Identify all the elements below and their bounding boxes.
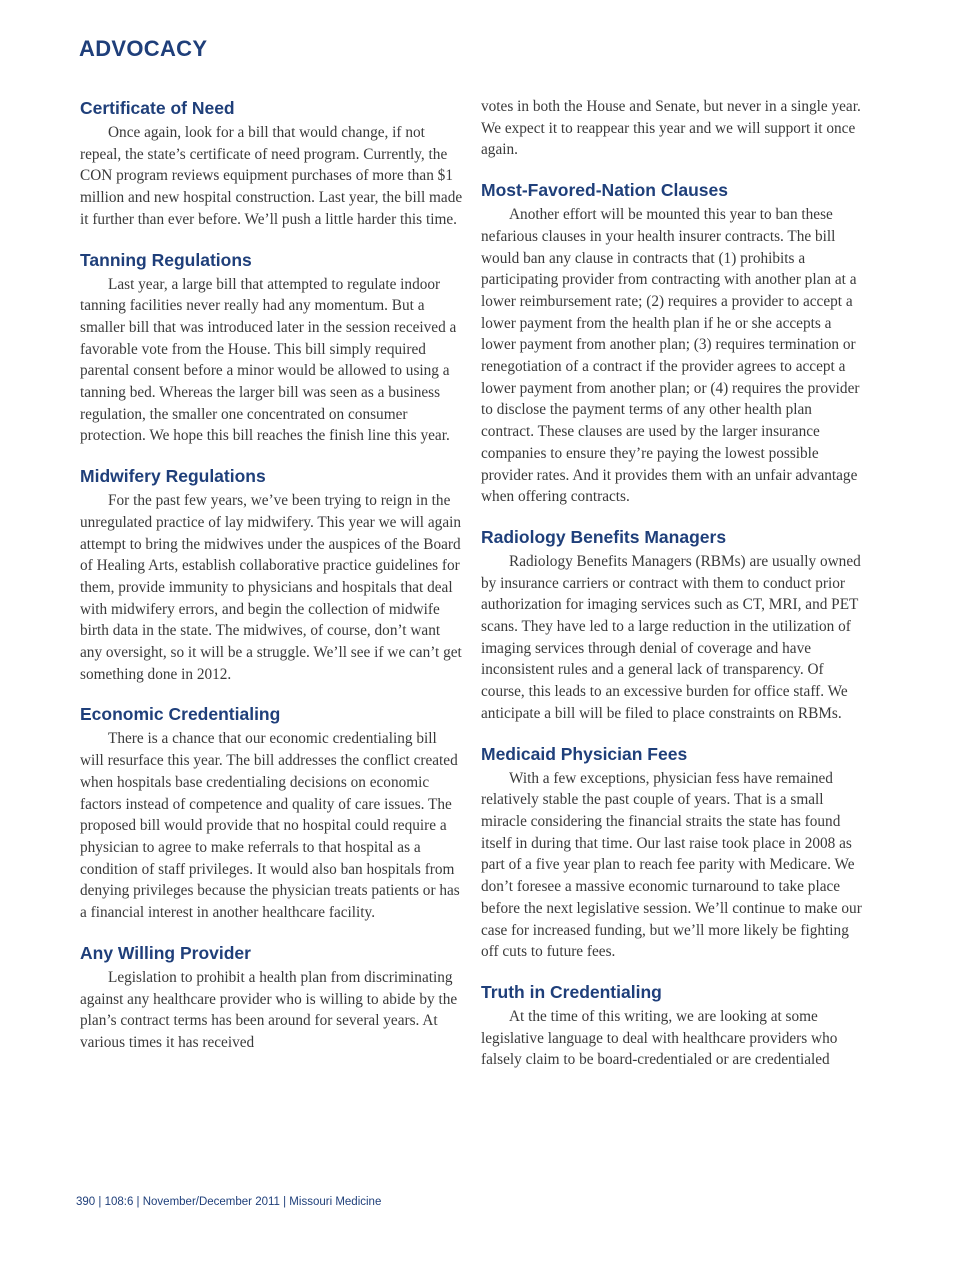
right-column: [481, 96, 865, 1088]
section-economic-credentialing: [80, 702, 464, 923]
section-body: For the past few years, we’ve been trying to reign in the unregulated practice of lay midwifery. This year we will again attempt to bring the midwives under the auspices of the Board of Healing Arts, establish collaborative practice guidelines for them, provide immunity to physicians and hospitals that deal with midwifery errors, and begin the collection of midwife birth data in the state. The midwives, of course, don’t want any oversight, so it will be a struggle. We’ll see if we can’t get something done in 2012.: [80, 492, 462, 683]
section-body: With a few exceptions, physician fess have remained relatively stable the past couple of years. That is a small miracle considering the financial straits the state has found itself in during that time. Our last raise took place in 2008 as part of a five year plan to reach fee parity with Medicare. We don’t foresee a massive economic turnaround to take place before the next legislative session. We’ll continue to make our case for increased funding, but we’ll more likely be fighting off cuts to future fees.: [481, 769, 862, 961]
section-body: Once again, look for a bill that would change, if not repeal, the state’s certificate of need program. Currently, the CON program reviews equipment purchases of more than $1 million and new hospital construction. Last year, the bill made it further than ever before. We’ll push a little harder this time.: [80, 124, 463, 228]
section-heading: Tanning Regulations: [80, 249, 252, 270]
section-heading: Any Willing Provider: [80, 942, 251, 963]
page-header-advocacy: ADVOCACY: [79, 36, 208, 61]
page-footer: 390 | 108:6 | November/December 2011 | Missouri Medicine: [76, 1196, 382, 1208]
section-heading: Certificate of Need: [80, 98, 235, 118]
section-any-willing-provider: [80, 941, 464, 1054]
section-heading: Most-Favored-Nation Clauses: [481, 180, 728, 201]
section-heading: Economic Credentialing: [80, 704, 281, 725]
section-heading: Midwifery Regulations: [80, 466, 266, 487]
section-truth-in-credentialing: [481, 980, 865, 1071]
section-heading: Truth in Credentialing: [481, 981, 662, 1002]
section-body: Another effort will be mounted this year to ban these nefarious clauses in your health insurer contracts. The bill would ban any clause in contracts that (1) prohibits a participating provider from contracting with another plan at a lower reimbursement rate; (2) requires a provider to accept a lower payment from the health plan if he or she accepts a lower payment from another plan; (3) requires termination or renegotiation of a contract if the provider agrees to accept a lower payment from another plan; or (4) requires the provider to disclose the payment terms of any other health plan contract. These clauses are used by the larger insurance companies to ensure they’re paying the lowest possible provider rates. And it provides them with an unfair advantage when offering contracts.: [481, 206, 860, 506]
section-most-favored-nation: [481, 178, 865, 508]
continuation-text: votes in both the House and Senate, but never in a single year. We expect it to reappear this year and we will support it once again.: [481, 98, 861, 159]
section-body: Radiology Benefits Managers (RBMs) are usually owned by insurance carriers or contract with them to conduct prior authorization for imaging services such as CT, MRI, and PET scans. They have led to a large reduction in the utilization of imaging services through denial of coverage and have inconsistent rules and a general lack of transparency. Of course, this leads to an excessive burden for office staff. We anticipate a bill will be filed to place constraints on RBMs.: [481, 552, 861, 722]
left-column: [80, 96, 464, 1071]
section-body: Legislation to prohibit a health plan from discriminating against any healthcare provider who is willing to abide by the plan’s contract terms has been around for several years. At various times it has received: [80, 968, 458, 1051]
section-radiology-benefits-managers: [481, 525, 865, 725]
section-midwifery-regulations: [80, 464, 464, 685]
section-certificate-of-need: [80, 96, 464, 231]
section-heading: Medicaid Physician Fees: [481, 743, 688, 764]
section-body: There is a chance that our economic credentialing bill will resurface this year. The bill addresses the conflict created when hospitals base credentialing decisions on economic factors instead of competence and quality of care issues. The proposed bill would provide that no hospital could require a physician to agree to make referrals to that hospital as a condition of staff privileges. It would also ban hospitals from denying privileges because the physician treats patients or has a financial interest in another healthcare facility.: [80, 730, 460, 922]
section-continuation: [481, 96, 865, 161]
section-tanning-regulations: [80, 248, 464, 448]
section-body: Last year, a large bill that attempted to regulate indoor tanning facilities never really had any momentum. But a smaller bill that was introduced later in the session received a favorable vote from the House. This bill simply required parental consent before a minor would be allowed to using a tanning bed. Whereas the larger bill was seen as a business regulation, the smaller one concentrated on consumer protection. We hope this bill reaches the finish line this year.: [80, 275, 457, 445]
section-heading: Radiology Benefits Managers: [481, 526, 727, 547]
section-medicaid-physician-fees: [481, 742, 865, 963]
section-body: At the time of this writing, we are looking at some legislative language to deal with healthcare providers who falsely claim to be board-credentialed or are credentialed: [481, 1007, 838, 1069]
